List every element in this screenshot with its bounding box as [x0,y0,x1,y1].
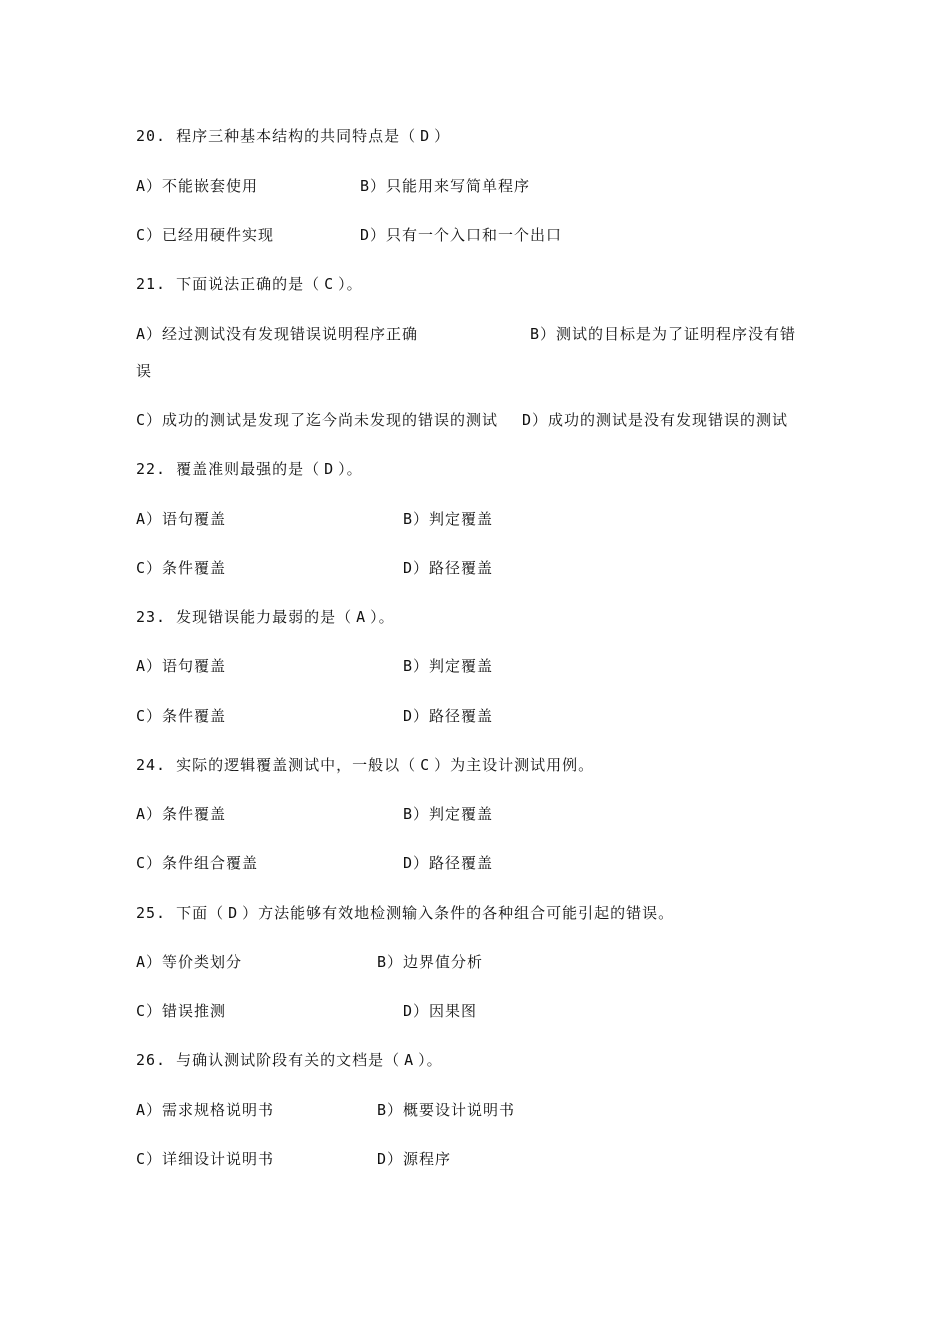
question-21-option-c: C）成功的测试是发现了迄今尚未发现的错误的测试 [136,411,499,429]
question-20-options-row-2 [136,225,563,245]
question-23-answer: A [356,608,367,626]
question-21-answer: C [324,275,335,293]
question-23-options-row-2 [136,706,494,726]
question-21-option-d: D）成功的测试是没有发现错误的测试 [522,411,789,429]
question-21-option-b-wrap: 误 [136,362,153,380]
question-26-options-row-1 [136,1100,516,1120]
question-22-options-row-2 [136,558,494,578]
question-24-options-row-2 [136,853,494,873]
question-24-option-b: B）判定覆盖 [403,805,494,823]
question-24-options-row-1 [136,804,494,824]
question-25-options-row-1 [136,952,484,972]
question-22-option-b: B）判定覆盖 [403,510,494,528]
question-24-option-d: D）路径覆盖 [403,854,494,872]
question-21-options-row-1 [136,324,797,344]
question-22-option-d: D）路径覆盖 [403,559,494,577]
question-24-answer: C [420,756,431,774]
question-20-option-b: B）只能用来写简单程序 [360,177,531,195]
question-24-stem: 24. 实际的逻辑覆盖测试中，一般以（ C ）为主设计测试用例。 [136,756,595,774]
question-25-options-row-2 [136,1001,478,1021]
question-22-answer: D [324,460,335,478]
question-20-option-d: D）只有一个入口和一个出口 [360,226,563,244]
question-24-option-c: C）条件组合覆盖 [136,854,259,872]
question-22-option-a: A）语句覆盖 [136,510,227,528]
question-25-option-a: A）等价类划分 [136,953,243,971]
question-21-option-b: B）测试的目标是为了证明程序没有错 [530,325,797,343]
question-25-option-d: D）因果图 [403,1002,478,1020]
question-20-option-a: A）不能嵌套使用 [136,177,259,195]
question-21-option-a: A）经过测试没有发现错误说明程序正确 [136,325,419,343]
question-22-options-row-1 [136,509,494,529]
question-20-answer: D [420,127,431,145]
question-25-option-c: C）错误推测 [136,1002,227,1020]
question-23-stem: 23. 发现错误能力最弱的是（ A ）。 [136,608,395,626]
question-25-stem: 25. 下面（ D ）方法能够有效地检测输入条件的各种组合可能引起的错误。 [136,904,675,922]
question-26-option-d: D）源程序 [377,1150,452,1168]
question-26-option-a: A）需求规格说明书 [136,1101,275,1119]
question-23-option-a: A）语句覆盖 [136,657,227,675]
question-23-option-c: C）条件覆盖 [136,707,227,725]
question-22-stem: 22. 覆盖准则最强的是（ D ）。 [136,460,363,478]
question-23-option-b: B）判定覆盖 [403,657,494,675]
question-25-answer: D [228,904,239,922]
question-26-stem: 26. 与确认测试阶段有关的文档是（ A ）。 [136,1051,443,1069]
question-26-answer: A [404,1051,415,1069]
question-20-options-row-1 [136,176,531,196]
question-21-stem: 21. 下面说法正确的是（ C ）。 [136,275,363,293]
question-25-option-b: B）边界值分析 [377,953,484,971]
question-26-option-b: B）概要设计说明书 [377,1101,516,1119]
question-21-options-row-2 [136,410,789,430]
question-23-options-row-1 [136,656,494,676]
question-20-stem: 20. 程序三种基本结构的共同特点是（ D ） [136,127,451,145]
question-22-option-c: C）条件覆盖 [136,559,227,577]
question-26-option-c: C）详细设计说明书 [136,1150,275,1168]
question-23-option-d: D）路径覆盖 [403,707,494,725]
question-24-option-a: A）条件覆盖 [136,805,227,823]
question-26-options-row-2 [136,1149,452,1169]
question-20-option-c: C）已经用硬件实现 [136,226,275,244]
